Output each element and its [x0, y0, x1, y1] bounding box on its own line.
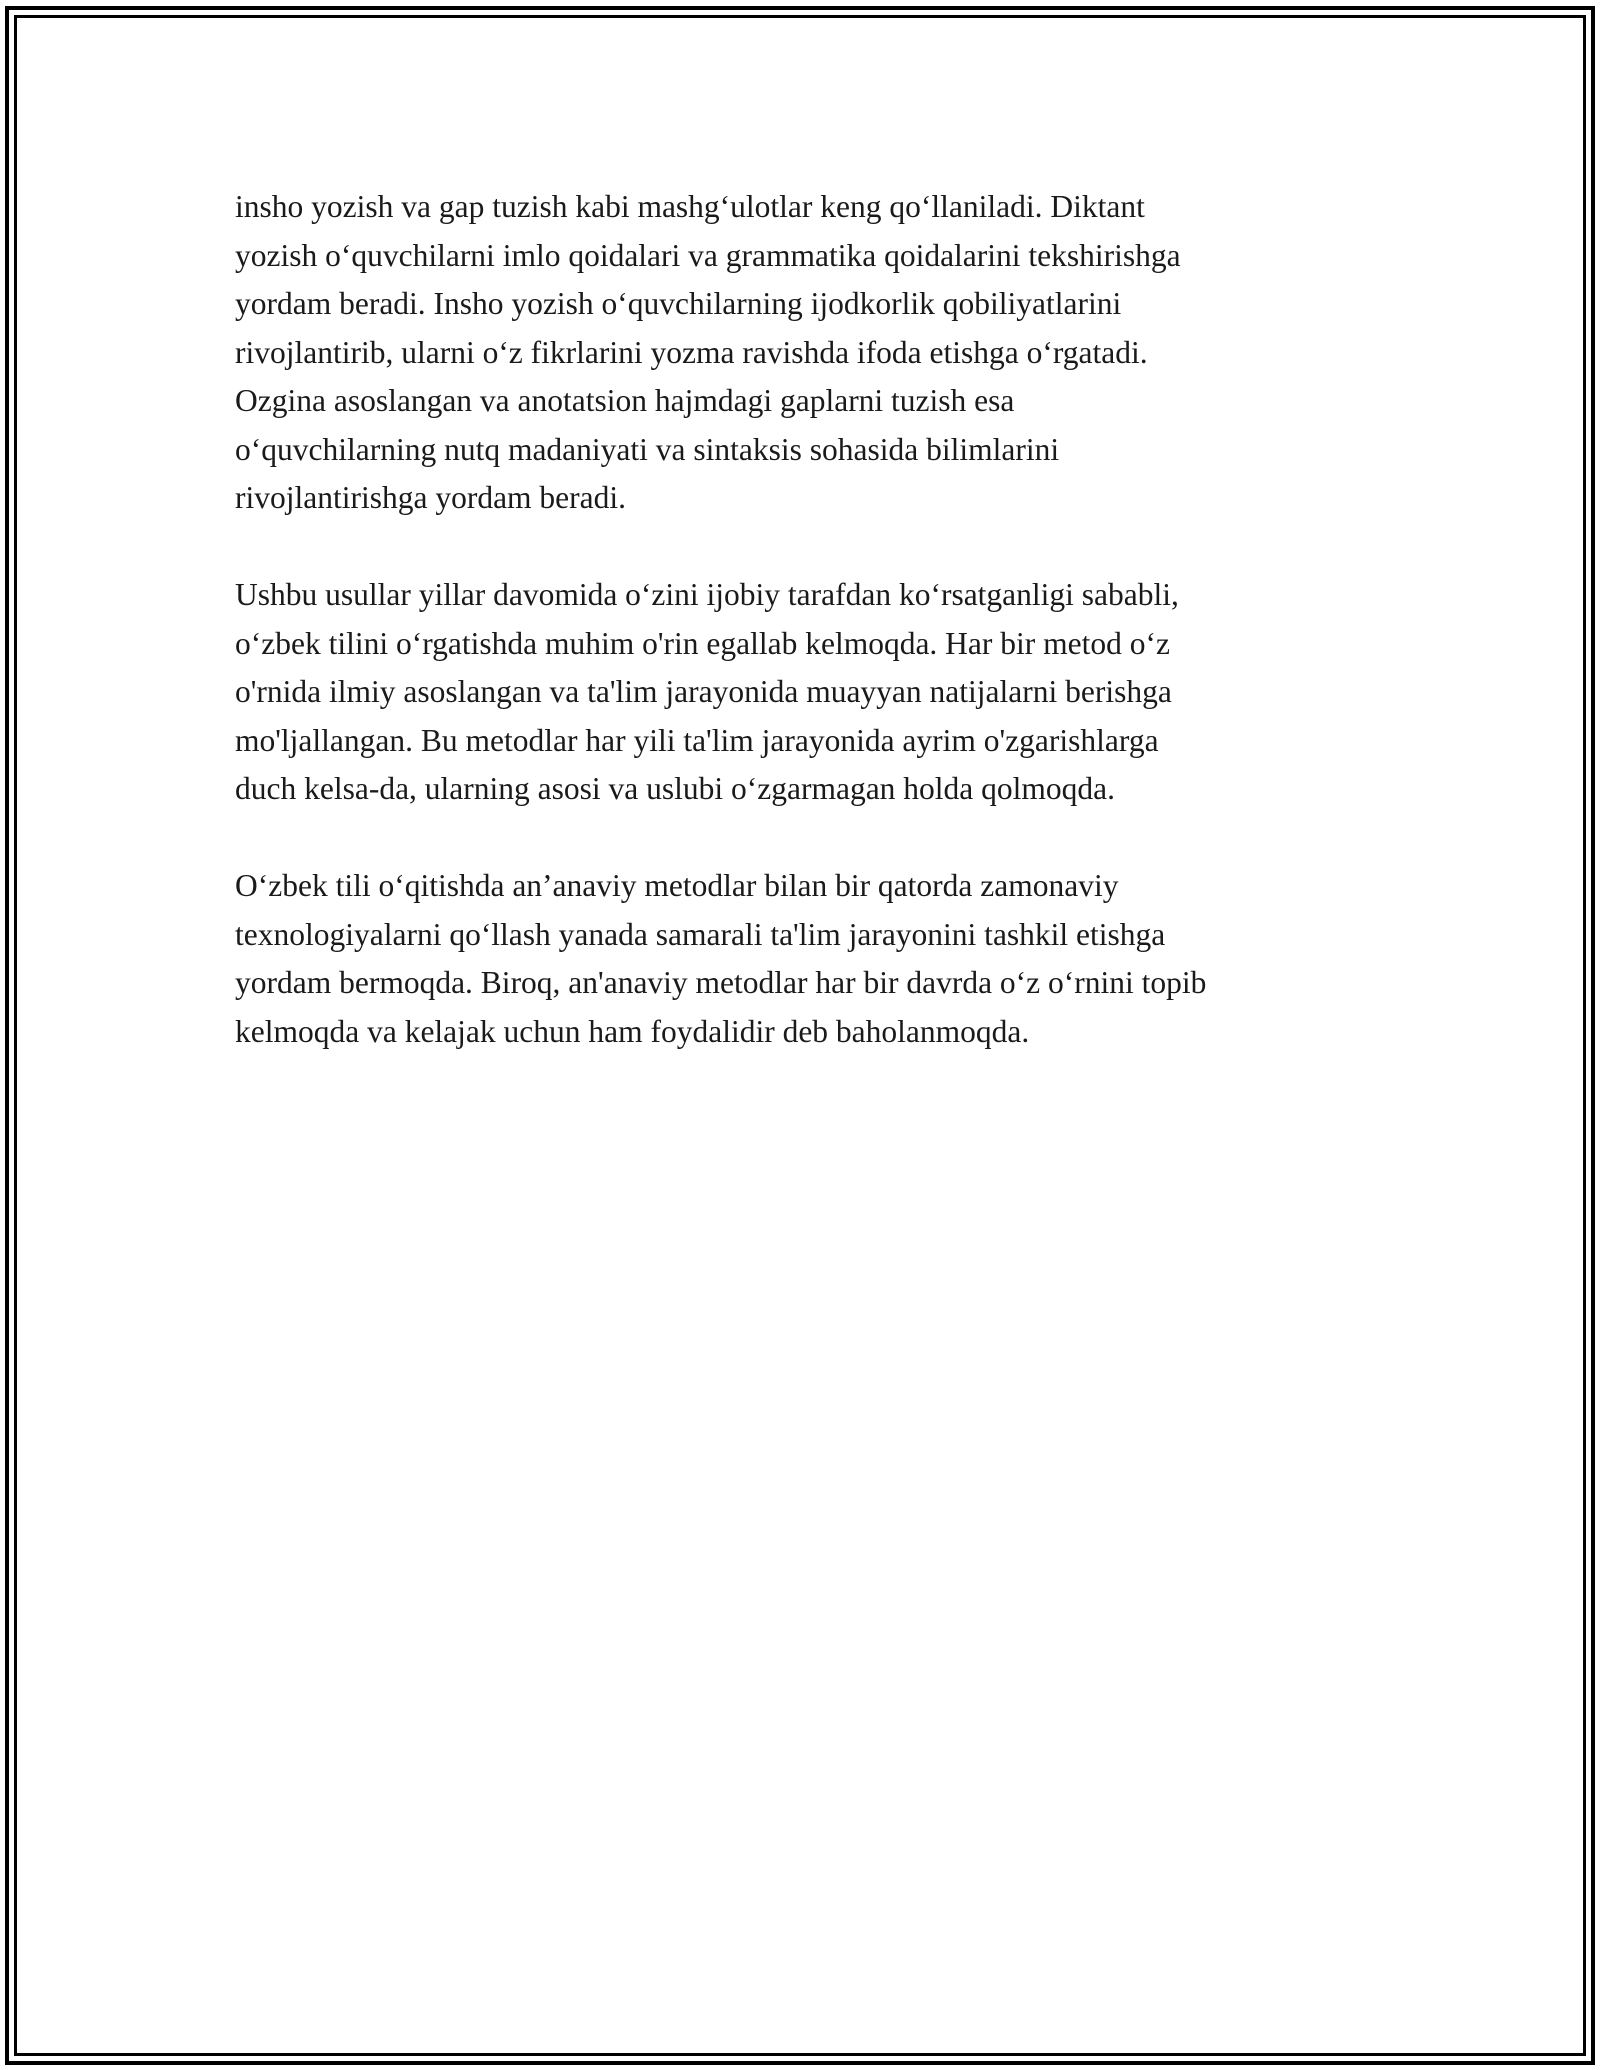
- text-line: rivojlantirishga yordam beradi.: [235, 480, 627, 515]
- text-line: kelmoqda va kelajak uchun ham foydalidir deb baholanmoqda.: [235, 1013, 1030, 1049]
- text-line: yordam bermoqda. Biroq, an'anaviy metodlar har bir davrda o‘z o‘rnini topib: [235, 965, 1207, 1000]
- text-line: rivojlantirib, ularni o‘z fikrlarini yozma ravishda ifoda etishga o‘rgatadi.: [235, 334, 1148, 370]
- document-body: [235, 183, 1395, 1105]
- text-line: o‘zbek tilini o‘rgatishda muhim o'rin egallab kelmoqda. Har bir metod o‘z: [235, 625, 1170, 661]
- text-line: insho yozish va gap tuzish kabi mashg‘ulotlar keng qo‘llaniladi. Diktant: [235, 189, 1145, 224]
- text-line: texnologiyalarni qo‘llash yanada samarali ta'lim jarayonini tashkil etishga: [235, 916, 1166, 952]
- text-line: yozish o‘quvchilarni imlo qoidalari va grammatika qoidalarini tekshirishga: [235, 237, 1181, 273]
- text-line: mo'ljallangan. Bu metodlar har yili ta'lim jarayonida ayrim o'zgarishlarga: [235, 722, 1159, 758]
- text-line: O‘zbek tili o‘qitishda an’anaviy metodlar bilan bir qatorda zamonaviy: [235, 868, 1119, 903]
- text-line: duch kelsa-da, ularning asosi va uslubi o‘zgarmagan holda qolmoqda.: [235, 771, 1116, 806]
- text-line: Ozgina asoslangan va anotatsion hajmdagi gaplarni tuzish esa: [235, 383, 1015, 418]
- paragraph-1: [235, 183, 1395, 523]
- text-line: o‘quvchilarning nutq madaniyati va sintaksis sohasida bilimlarini: [235, 431, 1060, 467]
- text-line: o'rnida ilmiy asoslangan va ta'lim jarayonida muayyan natijalarni berishga: [235, 674, 1172, 709]
- paragraph-3: [235, 862, 1395, 1056]
- text-line: yordam beradi. Insho yozish o‘quvchilarning ijodkorlik qobiliyatlarini: [235, 286, 1122, 321]
- text-line: Ushbu usullar yillar davomida o‘zini ijobiy tarafdan ko‘rsatganligi sababli,: [235, 577, 1179, 612]
- paragraph-2: [235, 571, 1395, 814]
